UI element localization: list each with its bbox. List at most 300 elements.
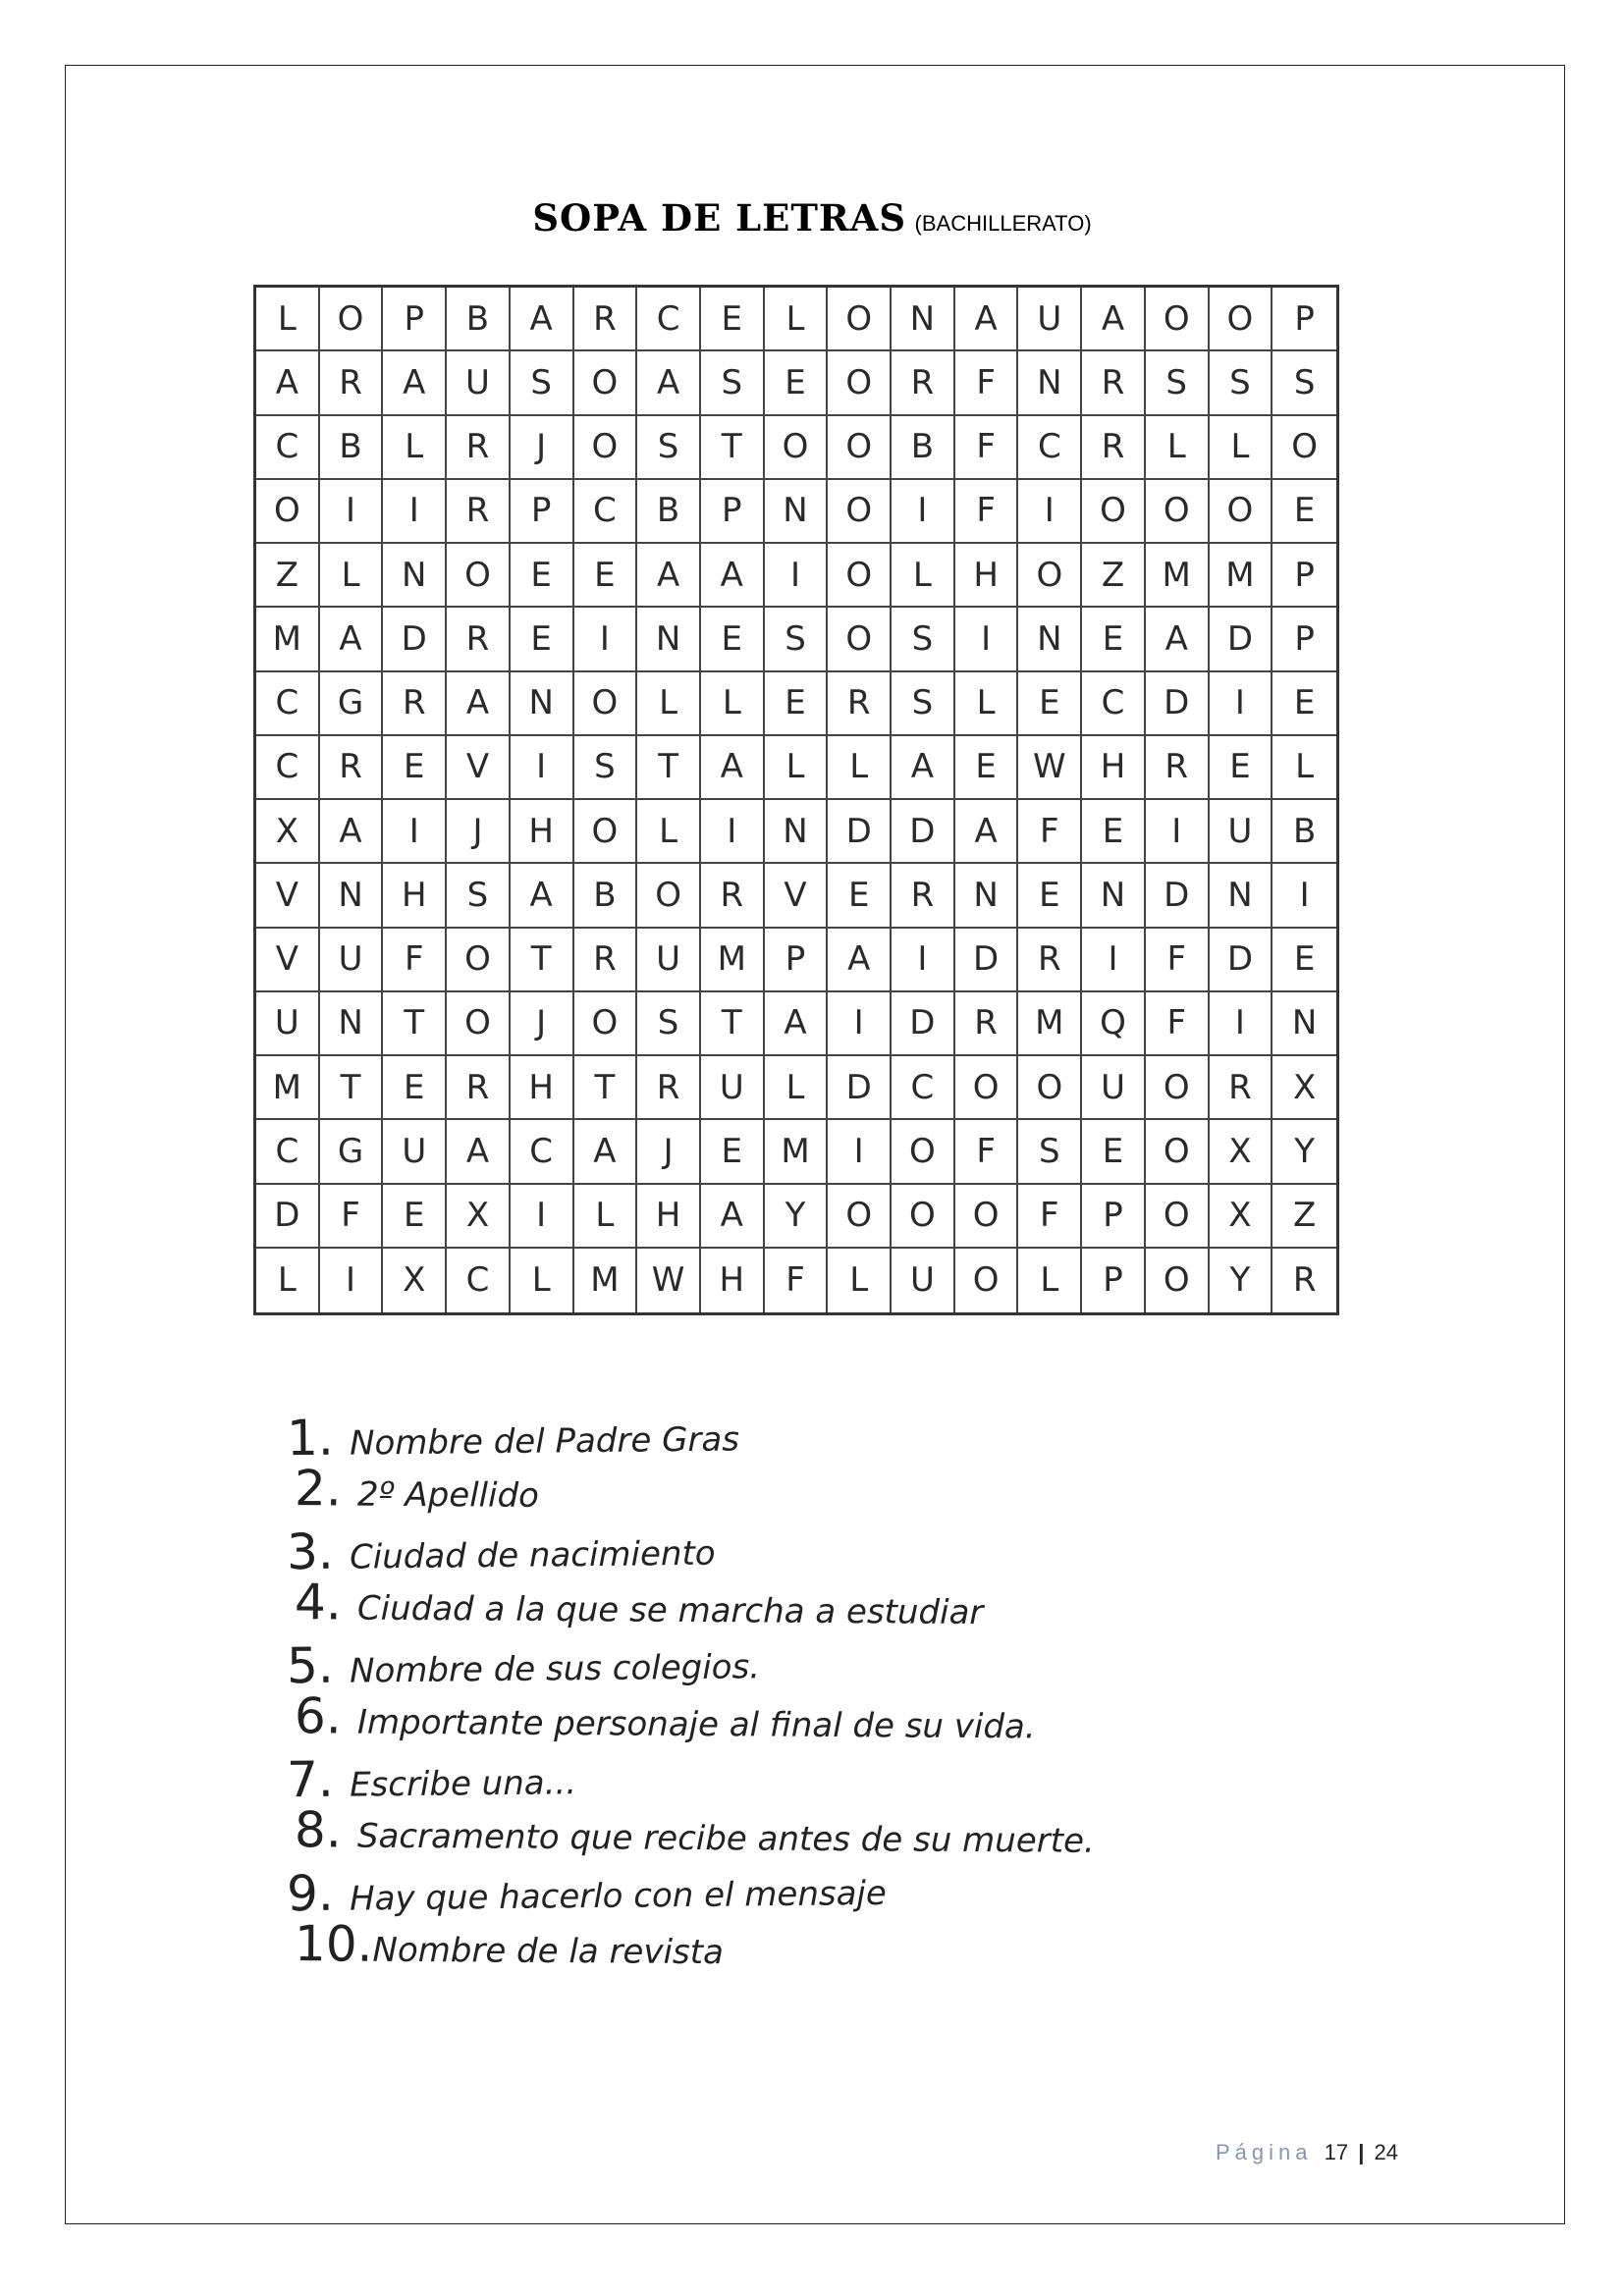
grid-cell: F [955, 351, 1019, 415]
grid-cell: A [511, 864, 574, 928]
grid-cell: O [955, 1056, 1019, 1120]
grid-cell: E [1018, 864, 1082, 928]
grid-cell: P [511, 480, 574, 544]
grid-cell: P [765, 929, 829, 992]
grid-cell: X [1210, 1185, 1273, 1249]
grid-cell: U [320, 929, 384, 992]
grid-cell: E [383, 1185, 447, 1249]
grid-cell: L [637, 800, 701, 864]
grid-cell: O [1146, 1056, 1210, 1120]
grid-cell: O [574, 416, 638, 480]
grid-cell: Y [1210, 1249, 1273, 1312]
grid-cell: O [574, 351, 638, 415]
grid-cell: N [320, 992, 384, 1056]
grid-cell: O [320, 288, 384, 351]
grid-cell: B [892, 416, 955, 480]
grid-cell: N [637, 608, 701, 671]
grid-cell: R [637, 1056, 701, 1120]
clue-number: 1. [286, 1409, 335, 1468]
grid-cell: I [892, 929, 955, 992]
grid-cell: Z [256, 544, 320, 608]
grid-cell: E [574, 544, 638, 608]
grid-cell: R [574, 288, 638, 351]
grid-cell: R [447, 1056, 511, 1120]
grid-cell: U [1210, 800, 1273, 864]
grid-cell: A [383, 351, 447, 415]
grid-cell: I [383, 800, 447, 864]
grid-cell: A [892, 736, 955, 800]
grid-cell: N [383, 544, 447, 608]
grid-cell: D [828, 1056, 892, 1120]
grid-cell: S [1272, 351, 1336, 415]
grid-cell: J [511, 416, 574, 480]
page-footer [1216, 2140, 1398, 2165]
grid-cell: M [1146, 544, 1210, 608]
grid-cell: C [574, 480, 638, 544]
grid-cell: O [1146, 1120, 1210, 1184]
grid-cell: S [637, 416, 701, 480]
grid-cell: S [447, 864, 511, 928]
grid-cell: R [828, 672, 892, 736]
clue-number: 3. [286, 1522, 335, 1581]
grid-cell: O [637, 864, 701, 928]
clue-number: 5. [286, 1636, 335, 1695]
grid-cell: O [1272, 416, 1336, 480]
grid-cell: H [511, 800, 574, 864]
grid-cell: D [1146, 864, 1210, 928]
grid-cell: I [892, 480, 955, 544]
grid-cell: A [1082, 288, 1146, 351]
grid-cell: I [1210, 992, 1273, 1056]
grid-cell: O [828, 480, 892, 544]
grid-cell: O [828, 544, 892, 608]
grid-cell: F [765, 1249, 829, 1312]
page-number: 17 [1324, 2140, 1349, 2164]
grid-cell: H [637, 1185, 701, 1249]
clue-item [287, 1402, 1087, 1468]
grid-cell: P [1272, 288, 1336, 351]
grid-cell: M [765, 1120, 829, 1184]
grid-cell: C [511, 1120, 574, 1184]
clue-number: 8. [294, 1801, 342, 1859]
grid-cell: I [1082, 929, 1146, 992]
grid-cell: O [256, 480, 320, 544]
grid-cell: I [828, 992, 892, 1056]
grid-cell: U [383, 1120, 447, 1184]
grid-cell: I [511, 1185, 574, 1249]
grid-cell: L [1018, 1249, 1082, 1312]
grid-cell: L [574, 1185, 638, 1249]
grid-cell: D [1210, 608, 1273, 671]
grid-cell: A [511, 288, 574, 351]
clue-text: Hay que hacerlo con el mensaje [349, 1873, 888, 1919]
grid-cell: N [1210, 864, 1273, 928]
grid-cell: A [574, 1120, 638, 1184]
clue-text: Ciudad de nacimiento [349, 1533, 716, 1577]
grid-cell: E [701, 288, 765, 351]
grid-cell: C [256, 1120, 320, 1184]
page-separator: | [1358, 2140, 1365, 2164]
grid-cell: F [955, 480, 1019, 544]
grid-cell: S [892, 608, 955, 671]
grid-cell: P [383, 288, 447, 351]
grid-cell: H [701, 1249, 765, 1312]
grid-cell: T [383, 992, 447, 1056]
grid-cell: E [701, 608, 765, 671]
grid-cell: I [1018, 480, 1082, 544]
grid-cell: O [892, 1120, 955, 1184]
clue-item [287, 1629, 1087, 1695]
grid-cell: B [574, 864, 638, 928]
grid-cell: N [320, 864, 384, 928]
grid-cell: H [383, 864, 447, 928]
clue-text: Nombre del Padre Gras [349, 1419, 740, 1464]
grid-cell: V [447, 736, 511, 800]
grid-cell: C [1018, 416, 1082, 480]
grid-cell: D [1210, 929, 1273, 992]
grid-cell: G [320, 672, 384, 736]
grid-cell: L [765, 288, 829, 351]
grid-cell: F [955, 1120, 1019, 1184]
grid-cell: L [955, 672, 1019, 736]
grid-cell: Y [1272, 1120, 1336, 1184]
grid-cell: F [955, 416, 1019, 480]
grid-cell: F [1018, 1185, 1082, 1249]
grid-cell: O [828, 1185, 892, 1249]
clue-number: 7. [286, 1750, 335, 1809]
grid-cell: E [1082, 800, 1146, 864]
grid-cell: I [765, 544, 829, 608]
grid-cell: B [1272, 800, 1336, 864]
grid-cell: O [1082, 480, 1146, 544]
grid-cell: O [574, 800, 638, 864]
grid-cell: P [1272, 608, 1336, 671]
grid-cell: P [1272, 544, 1336, 608]
clue-text: Nombre de sus colegios. [349, 1647, 761, 1691]
grid-cell: E [511, 544, 574, 608]
grid-cell: E [1272, 480, 1336, 544]
grid-cell: X [256, 800, 320, 864]
grid-cell: H [511, 1056, 574, 1120]
grid-cell: C [1082, 672, 1146, 736]
word-search-grid [253, 285, 1339, 1315]
grid-cell: P [701, 480, 765, 544]
grid-cell: A [256, 351, 320, 415]
clue-number: 2. [294, 1460, 342, 1518]
clue-item [287, 1516, 1087, 1581]
clue-item [295, 1801, 1095, 1864]
grid-cell: S [1210, 351, 1273, 415]
grid-cell: O [828, 608, 892, 671]
grid-cell: O [447, 544, 511, 608]
grid-cell: R [320, 351, 384, 415]
grid-cell: L [511, 1249, 574, 1312]
grid-cell: C [892, 1056, 955, 1120]
grid-cell: D [892, 800, 955, 864]
grid-cell: O [955, 1185, 1019, 1249]
grid-cell: R [447, 480, 511, 544]
grid-cell: P [1082, 1185, 1146, 1249]
grid-cell: D [256, 1185, 320, 1249]
grid-cell: L [256, 1249, 320, 1312]
grid-cell: W [637, 1249, 701, 1312]
grid-cell: D [383, 608, 447, 671]
grid-cell: Z [1272, 1185, 1336, 1249]
grid-cell: I [1210, 672, 1273, 736]
clue-text: Importante personaje al final de su vida. [356, 1702, 1036, 1747]
grid-cell: O [574, 672, 638, 736]
grid-cell: L [1146, 416, 1210, 480]
grid-cell: T [701, 992, 765, 1056]
grid-cell: T [511, 929, 574, 992]
grid-cell: U [256, 992, 320, 1056]
grid-cell: J [447, 800, 511, 864]
clue-item [287, 1743, 1087, 1809]
grid-cell: E [1018, 672, 1082, 736]
grid-cell: S [1146, 351, 1210, 415]
clue-text: 2º Apellido [356, 1474, 540, 1516]
grid-cell: N [892, 288, 955, 351]
grid-cell: R [447, 416, 511, 480]
grid-cell: E [765, 351, 829, 415]
grid-cell: X [1210, 1120, 1273, 1184]
grid-cell: D [892, 992, 955, 1056]
grid-cell: H [955, 544, 1019, 608]
grid-cell: E [1082, 1120, 1146, 1184]
grid-cell: O [892, 1185, 955, 1249]
grid-cell: L [637, 672, 701, 736]
grid-cell: O [1210, 288, 1273, 351]
grid-cell: A [955, 800, 1019, 864]
grid-cell: R [1082, 416, 1146, 480]
clue-number: 6. [294, 1687, 342, 1745]
grid-cell: A [701, 1185, 765, 1249]
grid-cell: M [574, 1249, 638, 1312]
clue-number: 9. [286, 1864, 335, 1923]
grid-cell: U [447, 351, 511, 415]
grid-cell: L [765, 1056, 829, 1120]
grid-cell: E [828, 864, 892, 928]
grid-cell: U [1018, 288, 1082, 351]
page-title [0, 196, 1624, 240]
grid-cell: E [1082, 608, 1146, 671]
grid-cell: Q [1082, 992, 1146, 1056]
grid-cell: X [447, 1185, 511, 1249]
grid-cell: C [637, 288, 701, 351]
grid-cell: L [383, 416, 447, 480]
grid-cell: O [447, 929, 511, 992]
grid-cell: O [765, 416, 829, 480]
grid-cell: R [1146, 736, 1210, 800]
grid-cell: L [892, 544, 955, 608]
grid-cell: E [955, 736, 1019, 800]
grid-cell: R [1292, 1260, 1317, 1301]
grid-cell: I [320, 1249, 384, 1312]
grid-cell: S [637, 992, 701, 1056]
grid-cell: S [701, 351, 765, 415]
clue-text: Sacramento que recibe antes de su muerte. [356, 1816, 1095, 1861]
grid-cell: C [256, 736, 320, 800]
grid-cell: R [955, 992, 1019, 1056]
grid-cell: A [637, 351, 701, 415]
grid-cell: L [320, 544, 384, 608]
grid-cell: F [1146, 992, 1210, 1056]
grid-cell: E [1272, 929, 1336, 992]
grid-cell: O [1146, 288, 1210, 351]
grid-cell: S [574, 736, 638, 800]
grid-cell: R [1082, 351, 1146, 415]
grid-cell: V [256, 864, 320, 928]
grid-cell: L [701, 672, 765, 736]
grid-cell: U [892, 1249, 955, 1312]
clue-item [287, 1857, 1087, 1923]
clue-number: 4. [294, 1574, 342, 1631]
grid-cell: M [1210, 544, 1273, 608]
clue-list [286, 1406, 1095, 1975]
grid-cell: O [1146, 1249, 1210, 1312]
grid-cell: L [1210, 416, 1273, 480]
grid-cell: L [828, 1249, 892, 1312]
clue-item [295, 1574, 1095, 1636]
grid-cell: A [765, 992, 829, 1056]
grid-cell: C [256, 416, 320, 480]
grid-cell: N [1018, 351, 1082, 415]
grid-cell: D [955, 929, 1019, 992]
grid-cell: U [1082, 1056, 1146, 1120]
grid-cell: U [701, 1056, 765, 1120]
grid-cell: N [511, 672, 574, 736]
grid-cell: F [1146, 929, 1210, 992]
grid-cell: O [1018, 544, 1082, 608]
clue-number: 10. [294, 1915, 373, 1973]
grid-cell: U [637, 929, 701, 992]
grid-cell: X [1272, 1056, 1336, 1120]
grid-cell: E [383, 736, 447, 800]
grid-cell: I [701, 800, 765, 864]
grid-cell: D [1146, 672, 1210, 736]
grid-cell: D [828, 800, 892, 864]
grid-cell: A [828, 929, 892, 992]
grid-cell: M [256, 1056, 320, 1120]
grid-cell: T [701, 416, 765, 480]
grid-cell: N [1272, 992, 1336, 1056]
grid-cell: O [574, 992, 638, 1056]
grid-cell: N [765, 800, 829, 864]
grid-cell: F [1018, 800, 1082, 864]
grid-cell: B [320, 416, 384, 480]
grid-cell: I [383, 480, 447, 544]
grid-cell: L [765, 736, 829, 800]
grid-cell: O [1018, 1056, 1082, 1120]
grid-cell: T [637, 736, 701, 800]
grid-cell: O [447, 992, 511, 1056]
grid-cell: O [828, 416, 892, 480]
grid-cell: O [1146, 1185, 1210, 1249]
grid-cell: T [320, 1056, 384, 1120]
subtitle-text: (BACHILLERATO) [914, 211, 1092, 236]
grid-cell: V [256, 929, 320, 992]
grid-cell: A [701, 736, 765, 800]
grid-cell: I [1146, 800, 1210, 864]
grid-cell: Z [1082, 544, 1146, 608]
clue-item [295, 1915, 1095, 1978]
grid-cell: A [447, 672, 511, 736]
grid-cell: R [447, 608, 511, 671]
grid-cell: A [1146, 608, 1210, 671]
grid-cell: I [1272, 864, 1336, 928]
grid-cell: J [511, 992, 574, 1056]
grid-cell: I [574, 608, 638, 671]
grid-cell: J [637, 1120, 701, 1184]
grid-cell: A [955, 288, 1019, 351]
clue-item [295, 1460, 1095, 1522]
grid-cell: T [574, 1056, 638, 1120]
grid-cell: L [1272, 736, 1336, 800]
grid-cell: N [765, 480, 829, 544]
grid-cell: S [1018, 1120, 1082, 1184]
grid-cell: H [1082, 736, 1146, 800]
grid-cell: S [765, 608, 829, 671]
grid-cell: O [828, 351, 892, 415]
grid-cell: R [320, 736, 384, 800]
grid-cell: N [1018, 608, 1082, 671]
page-label: Página [1215, 2140, 1313, 2164]
grid-cell: G [320, 1120, 384, 1184]
grid-cell: I [955, 608, 1019, 671]
grid-cell: F [383, 929, 447, 992]
grid-cell: R [1210, 1056, 1273, 1120]
grid-cell: M [256, 608, 320, 671]
grid-cell: L [828, 736, 892, 800]
title-text: SOPA DE LETRAS [532, 196, 907, 240]
grid-cell: C [256, 672, 320, 736]
grid-cell: A [637, 544, 701, 608]
grid-cell: A [447, 1120, 511, 1184]
grid-cell: N [955, 864, 1019, 928]
grid-cell: I [828, 1120, 892, 1184]
grid-cell: A [701, 544, 765, 608]
grid-cell: E [765, 672, 829, 736]
grid-cell: R [892, 351, 955, 415]
grid-cell: A [320, 800, 384, 864]
grid-cell: M [701, 929, 765, 992]
grid-cell: M [1018, 992, 1082, 1056]
grid-cell: N [1082, 864, 1146, 928]
grid-cell: F [320, 1185, 384, 1249]
grid-cell: L [256, 288, 320, 351]
grid-cell: R [1018, 929, 1082, 992]
grid-cell: W [1018, 736, 1082, 800]
grid-cell: P [1082, 1249, 1146, 1312]
grid-cell: E [1210, 736, 1273, 800]
grid-cell: S [892, 672, 955, 736]
clue-text: Escribe una... [349, 1763, 577, 1805]
grid-cell: O [1146, 480, 1210, 544]
grid-cell: E [383, 1056, 447, 1120]
grid-cell: X [383, 1249, 447, 1312]
grid-cell: O [1210, 480, 1273, 544]
clue-text: Ciudad a la que se marcha a estudiar [356, 1588, 984, 1633]
grid-cell: E [1272, 672, 1336, 736]
grid-cell: B [447, 288, 511, 351]
grid-cell: C [447, 1249, 511, 1312]
grid-cell: R [383, 672, 447, 736]
grid-cell: I [320, 480, 384, 544]
grid-cell: I [511, 736, 574, 800]
grid-cell: O [955, 1249, 1019, 1312]
grid-cell: R [574, 929, 638, 992]
grid-cell: V [765, 864, 829, 928]
